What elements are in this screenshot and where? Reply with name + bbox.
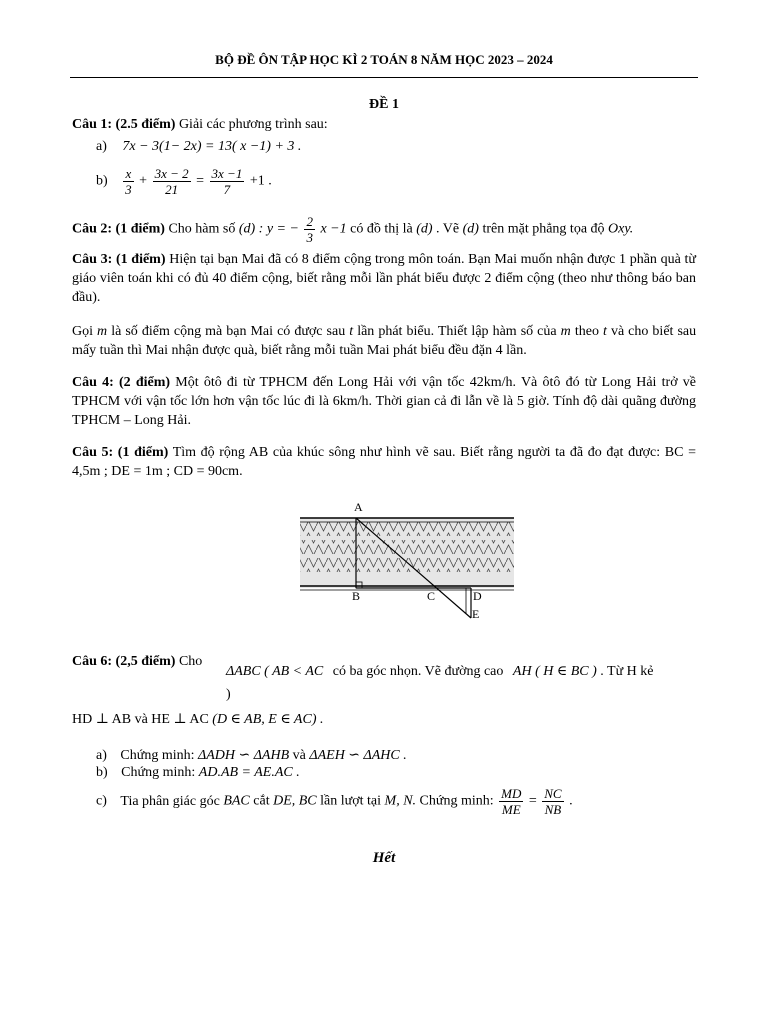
q6-points: (D ∈ AB, E ∈ AC) . — [212, 712, 324, 727]
q6-triangle: ΔABC ( AB < AC — [226, 664, 324, 679]
q1-b-frac-1: $\frac{x}{3}$ — [125, 166, 132, 197]
q6-a: a) Chứng minh: ΔADH ∽ ΔAHB và ΔAEH ∽ ΔAHC . — [96, 748, 407, 763]
river-figure — [296, 496, 518, 622]
end-marker: Hết — [372, 850, 396, 866]
fig-label-c: C — [427, 589, 436, 603]
q2-text1: Cho hàm số — [168, 221, 236, 237]
q1-a — [96, 138, 301, 156]
q6-label: Câu 6: (2,5 điểm) — [72, 654, 176, 669]
q1-b — [96, 166, 272, 197]
fig-label-d: D — [473, 589, 482, 603]
q6-c-frac-2: $\frac{NC}{NB}$ — [544, 786, 562, 817]
q6-line1b — [226, 663, 653, 681]
q4-text: Một ôtô đi từ TPHCM đến Long Hải với vận tốc 42km/h. Và ôtô đó từ Long Hải trở về TPHCM với vận tốc lớn hơn vận tốc lúc đi là 6km/h. Thời gian cả đi lẫn về là 5 giờ. Tính độ dài quãng đường TPHCM – Long Hải. — [72, 375, 697, 428]
q6-text3: . Từ H kẻ — [600, 664, 654, 679]
q6-text2: có ba góc nhọn. Vẽ đường cao — [332, 664, 504, 679]
q6-close-paren: ) — [226, 687, 231, 702]
q1-a-expr: 7x − 3(1− 2x) = 13( x −1) + 3 . — [122, 139, 302, 154]
fig-label-a: A — [354, 500, 363, 514]
q2-line — [72, 214, 633, 245]
q6-b: b) Chứng minh: AD.AB = AE.AC . — [96, 765, 300, 780]
q1-b-label: b) — [96, 173, 108, 189]
q4-paragraph — [72, 373, 696, 430]
q2-text2: có đồ thị là — [350, 221, 413, 237]
q2-label: Câu 2: (1 điểm) — [72, 221, 165, 237]
q6-line2 — [72, 711, 323, 729]
q1-b-eq: = — [196, 173, 205, 189]
q1-a-label: a) — [96, 139, 107, 154]
q3-label: Câu 3: (1 điểm) — [72, 252, 166, 267]
q5-text: Tìm độ rộng AB của khúc sông như hình vẽ sau. Biết rằng người ta đã đo đạt được: BC = 4,5m ; DE = 1m ; CD = 90cm. — [72, 445, 696, 479]
q2-func: (d) : y = − — [238, 221, 299, 237]
q1-text: Giải các phương trình sau: — [178, 117, 328, 132]
q2-func-tail: x −1 — [320, 221, 347, 237]
q6-c-frac-1: $\frac{MD}{ME}$ — [501, 786, 522, 817]
q3-text: Hiện tại bạn Mai đã có 8 điểm cộng trong môn toán. Bạn Mai muốn nhận được 1 phần quà từ giáo viên toán khi có đủ 40 điểm cộng, biết rằng mỗi lần phát biểu được 2 điểm cộng (theo như thông báo ban đầu). — [72, 252, 697, 305]
q2-oxy: Oxy. — [608, 221, 634, 237]
q2-d2: (d) — [462, 221, 479, 237]
q6-line1 — [72, 653, 202, 671]
header-rule — [70, 77, 698, 78]
q3-paragraph-1 — [72, 250, 696, 307]
q6-altitude: AH ( H ∈ BC ) — [512, 664, 597, 679]
q1-b-plus: + — [139, 173, 148, 189]
q2-text3: . Vẽ — [436, 221, 460, 237]
q4-label: Câu 4: (2 điểm) — [72, 375, 171, 390]
document-header: BỘ ĐỀ ÔN TẬP HỌC KÌ 2 TOÁN 8 NĂM HỌC 2023 – 2024 — [215, 52, 553, 67]
q2-frac: $\frac{2}{3}$ — [306, 214, 313, 245]
fig-label-e: E — [472, 607, 480, 621]
fig-label-b: B — [352, 589, 361, 603]
q2-text4: trên mặt phẳng tọa độ — [482, 221, 605, 237]
q1-label: Câu 1: (2.5 điểm) — [72, 117, 176, 132]
q6-text1: Cho — [178, 654, 203, 669]
exam-title: ĐỀ 1 — [369, 97, 399, 112]
q1-b-tail: +1 . — [249, 173, 272, 189]
q1-line — [72, 116, 328, 134]
q1-b-frac-3: $\frac{3x -1}{7}$ — [211, 166, 243, 197]
q2-d1: (d) — [416, 221, 433, 237]
q3-paragraph-2: Gọi m là số điểm cộng mà bạn Mai có được sau t lần phát biểu. Thiết lập hàm số của m theo t và cho biết sau mấy tuần thì Mai nhận được quà, biết rằng mỗi tuần Mai phát biểu đều đặn 4 lần. — [72, 324, 697, 358]
q5-paragraph — [72, 443, 696, 481]
q6-perp: HD ⊥ AB và HE ⊥ AC — [72, 712, 209, 727]
q1-b-frac-2: $\frac{3x - 2}{21}$ — [154, 166, 189, 197]
q5-label: Câu 5: (1 điểm) — [72, 445, 169, 460]
q6-c: c) Tia phân giác góc BAC cắt DE, BC lần lượt tại M, N. Chứng minh: $\frac{MD}{ME}$ = $\frac{NC}{NB}$ . — [96, 786, 573, 817]
